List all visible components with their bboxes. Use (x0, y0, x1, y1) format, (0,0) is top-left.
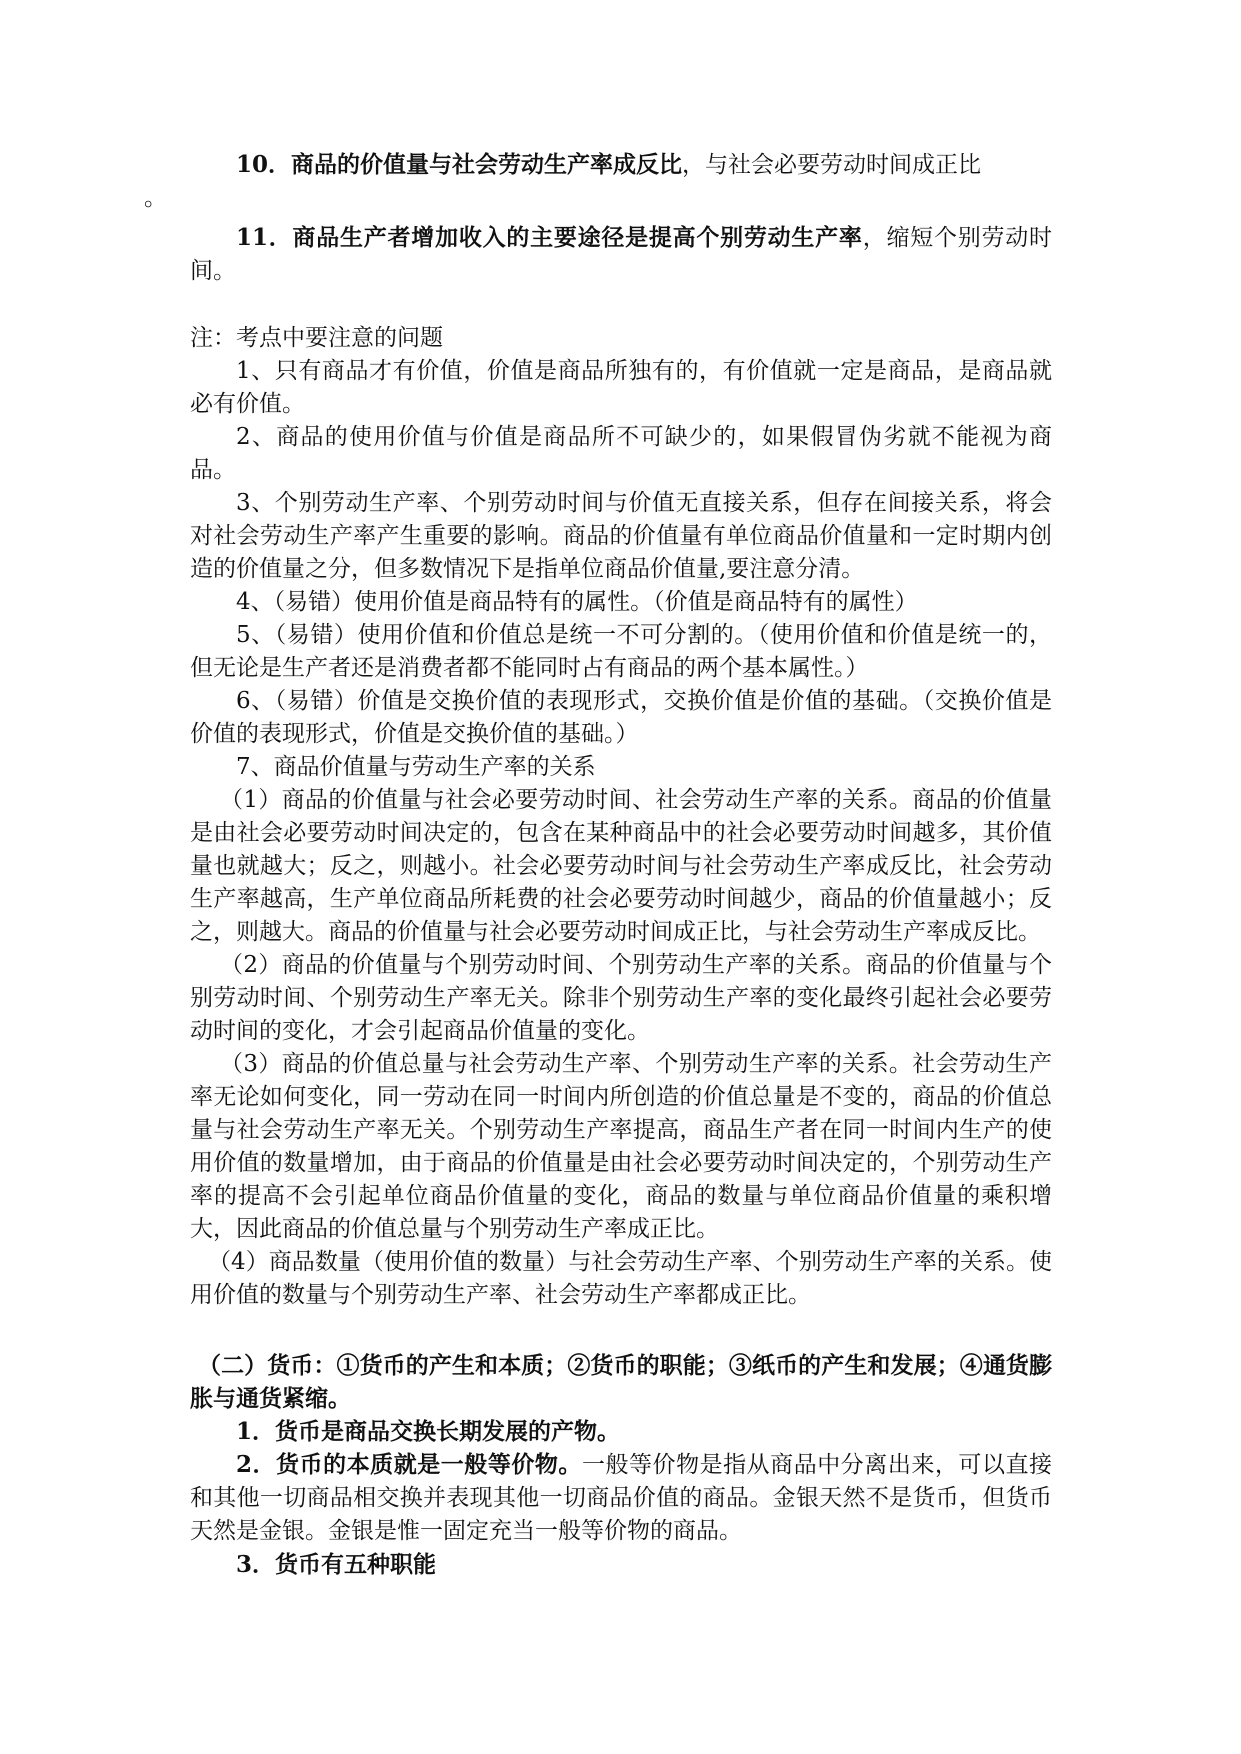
section-item-2-bold: 2．货币的本质就是一般等价物。 (236, 1451, 582, 1478)
note-subpoint-1: （1）商品的价值量与社会必要劳动时间、社会劳动生产率的关系。商品的价值量是由社会必要劳动时间决定的，包含在某种商品中的社会必要劳动时间越多，其价值量也就越大；反之，则越小。社会必要劳动时间与社会劳动生产率成反比，社会劳动生产率越高，生产单位商品所耗费的社会必要劳动时间越少，商品的价值量越小；反之，则越大。商品的价值量与社会必要劳动时间成正比，与社会劳动生产率成反比。 (190, 787, 1052, 945)
spacer (190, 1312, 1052, 1349)
item-11-bold: 11．商品生产者增加收入的主要途径是提高个别劳动生产率 (236, 224, 863, 251)
section-item-2 (190, 1448, 1052, 1548)
note-point-1: 1、只有商品才有价值，价值是商品所独有的，有价值就一定是商品，是商品就必有价值。 (190, 358, 1052, 417)
section-item-2-rest: 一般等价物是指从商品中分离出来，可以直接和其他一切商品相交换并表现其他一切商品价值的商品。金银天然不是货币，但货币天然是金银。金银是惟一固定充当一般等价物的商品。 (190, 1452, 1053, 1544)
section-heading: （二）货币：①货币的产生和本质；②货币的职能；③纸币的产生和发展；④通货膨胀与通货紧缩。 (190, 1352, 1052, 1412)
note-point-6: 6、（易错）价值是交换价值的表现形式，交换价值是价值的基础。（交换价值是价值的表现形式，价值是交换价值的基础。） (190, 688, 1052, 747)
item-10-bold: 10．商品的价值量与社会劳动生产率成反比 (236, 151, 683, 178)
document-page (144, 148, 1053, 1581)
note-subpoint-4: （4）商品数量（使用价值的数量）与社会劳动生产率、个别劳动生产率的关系。使用价值的数量与个别劳动生产率、社会劳动生产率都成正比。 (190, 1249, 1052, 1308)
item-11-rest: ，缩短个别劳动时间。 (190, 225, 1053, 284)
section-item-3: 3．货币有五种职能 (236, 1551, 437, 1578)
section-item-1: 1．货币是商品交换长期发展的产物。 (236, 1418, 621, 1445)
note-point-5: 5、（易错）使用价值和价值总是统一不可分割的。（使用价值和价值是统一的，但无论是生产者还是消费者都不能同时占有商品的两个基本属性。） (190, 622, 1052, 681)
spacer (190, 288, 1052, 322)
item-11 (190, 221, 1052, 288)
note-point-4: 4、（易错）使用价值是商品特有的属性。（价值是商品特有的属性） (236, 589, 918, 615)
item-10-tail: 。 (144, 185, 167, 211)
item-10 (144, 148, 1052, 215)
note-point-2: 2、商品的使用价值与价值是商品所不可缺少的，如果假冒伪劣就不能视为商品。 (190, 424, 1052, 483)
note-subpoint-2: （2）商品的价值量与个别劳动时间、个别劳动生产率的关系。商品的价值量与个别劳动时间、个别劳动生产率无关。除非个别劳动生产率的变化最终引起社会必要劳动时间的变化，才会引起商品价值量的变化。 (190, 952, 1052, 1044)
note-subpoint-3: （3）商品的价值总量与社会劳动生产率、个别劳动生产率的关系。社会劳动生产率无论如何变化，同一劳动在同一时间内所创造的价值总量是不变的，商品的价值总量与社会劳动生产率无关。个别劳动生产率提高，商品生产者在同一时间内生产的使用价值的数量增加，由于商品的价值量是由社会必要劳动时间决定的，个别劳动生产率的提高不会引起单位商品价值量的变化，商品的数量与单位商品价值量的乘积增大，因此商品的价值总量与个别劳动生产率成正比。 (190, 1051, 1052, 1242)
item-10-rest: ，与社会必要劳动时间成正比 (682, 152, 982, 178)
note-point-7: 7、商品价值量与劳动生产率的关系 (236, 754, 596, 780)
note-heading: 注：考点中要注意的问题 (190, 325, 443, 351)
note-point-3: 3、个别劳动生产率、个别劳动时间与价值无直接关系，但存在间接关系，将会对社会劳动生产率产生重要的影响。商品的价值量有单位商品价值量和一定时期内创造的价值量之分，但多数情况下是指单位商品价值量,要注意分清。 (190, 490, 1052, 582)
